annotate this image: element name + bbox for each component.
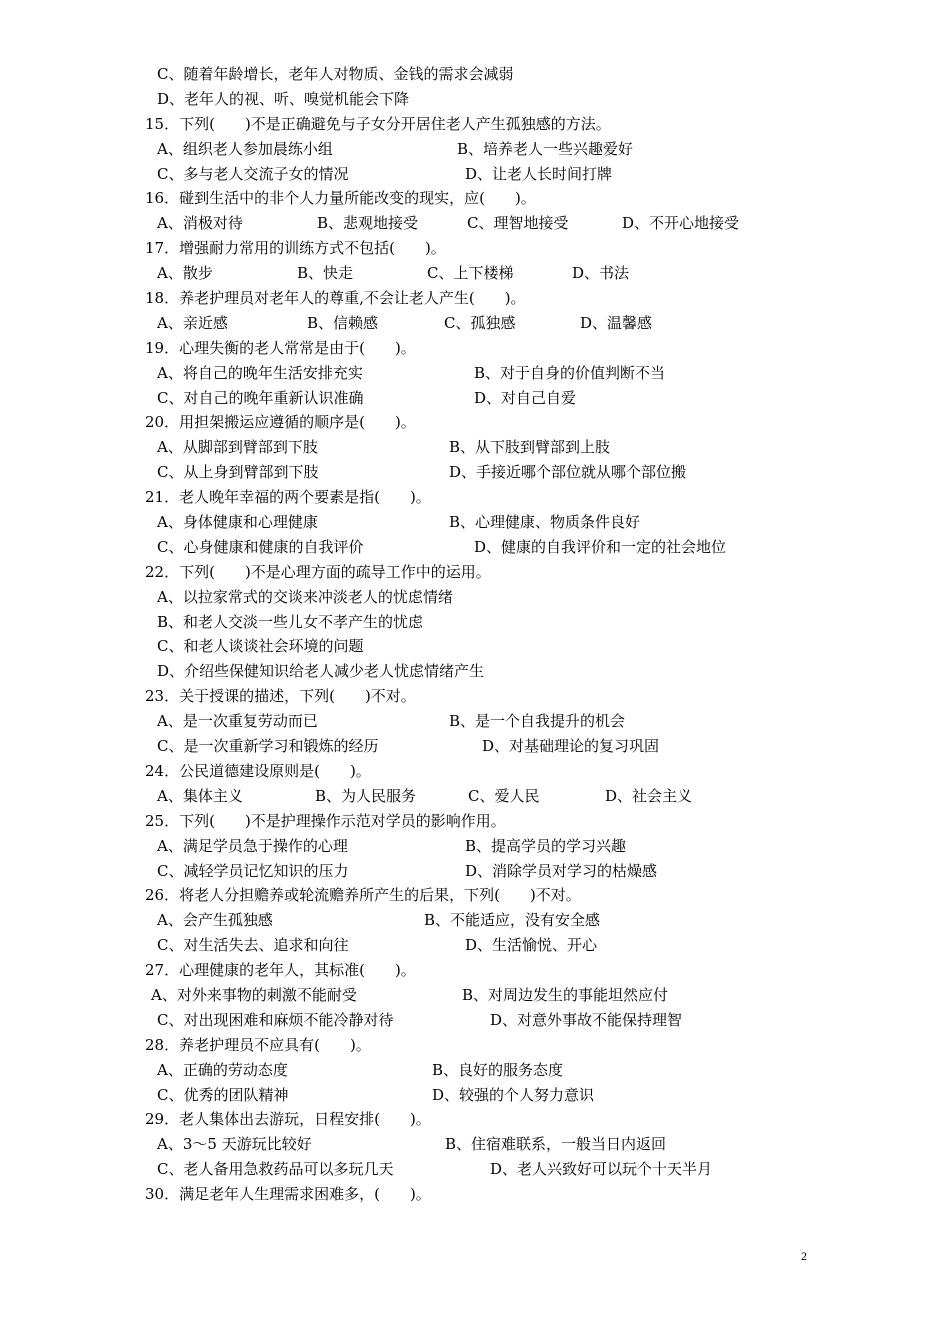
option-b: D、让老人长时间打牌 [465, 164, 613, 183]
answer-option-row [145, 211, 905, 236]
question-text: 15．下列( )不是正确避免与子女分开居住老人产生孤独感的方法。 [145, 114, 611, 133]
option-a: A、亲近感 [157, 313, 228, 332]
option-b: D、对基础理论的复习巩固 [482, 737, 660, 756]
option-a: A、对外来事物的刺激不能耐受 [151, 985, 357, 1004]
option-c: C、上下楼梯 [427, 264, 514, 283]
question-stem [145, 684, 905, 709]
option-a: A、组织老人参加晨练小组 [157, 139, 333, 158]
option-b: B、信赖感 [307, 313, 379, 332]
option-a: A、将自己的晚年生活安排充实 [157, 363, 363, 382]
question-text: 16．碰到生活中的非个人力量所能改变的现实，应( )。 [145, 189, 536, 208]
question-text: 21．老人晚年幸福的两个要素是指( )。 [145, 488, 431, 507]
answer-option-row [145, 784, 905, 809]
question-stem [145, 759, 905, 784]
question-text: 29．老人集体出去游玩，日程安排( )。 [145, 1110, 431, 1129]
option-b: D、较强的个人努力意识 [432, 1085, 595, 1104]
answer-option-row [145, 709, 905, 734]
option-d: D、社会主义 [605, 786, 693, 805]
question-text: 18．养老护理员对老年人的尊重,不会让老人产生( )。 [145, 289, 526, 308]
question-text: 20．用担架搬运应遵循的顺序是( )。 [145, 413, 416, 432]
question-text: 24．公民道德建设原则是( )。 [145, 761, 371, 780]
option-a: C、老人备用急救药品可以多玩几天 [157, 1160, 394, 1179]
answer-option-row [145, 510, 905, 535]
option-a: C、从上身到臂部到下肢 [157, 463, 319, 482]
answer-option-row [145, 859, 905, 884]
option-d: D、不开心地接受 [622, 214, 740, 233]
answer-option-row [145, 386, 905, 411]
option-b: D、消除学员对学习的枯燥感 [465, 861, 658, 880]
answer-option-row [145, 983, 905, 1008]
answer-option-row [145, 1132, 905, 1157]
answer-option-row [145, 734, 905, 759]
answer-option [145, 87, 905, 112]
option-b: D、手接近哪个部位就从哪个部位搬 [449, 463, 687, 482]
answer-option [145, 585, 905, 610]
option-b: B、培养老人一些兴趣爱好 [457, 139, 634, 158]
answer-option-row [145, 908, 905, 933]
question-text: 22．下列( )不是心理方面的疏导工作中的运用。 [145, 562, 491, 581]
option-a: A、散步 [157, 264, 213, 283]
option-a: C、对出现困难和麻烦不能冷静对待 [157, 1010, 394, 1029]
option-b: B、住宿难联系，一般当日内返回 [445, 1135, 667, 1154]
option-c: C、爱人民 [468, 786, 540, 805]
option-a: A、集体主义 [157, 786, 243, 805]
answer-option-row [145, 435, 905, 460]
question-stem [145, 336, 905, 361]
option-b: D、生活愉悦、开心 [465, 936, 598, 955]
option-b: B、良好的服务态度 [432, 1060, 564, 1079]
question-stem [145, 1182, 905, 1207]
question-text: 25．下列( )不是护理操作示范对学员的影响作用。 [145, 811, 506, 830]
option-b: D、健康的自我评价和一定的社会地位 [474, 537, 727, 556]
question-stem [145, 186, 905, 211]
question-stem [145, 485, 905, 510]
question-stem [145, 286, 905, 311]
question-stem [145, 809, 905, 834]
question-stem [145, 1107, 905, 1132]
answer-option [145, 659, 905, 684]
answer-option-row [145, 460, 905, 485]
question-text: 27．心理健康的老年人，其标准( )。 [145, 961, 416, 980]
option-d: D、温馨感 [580, 313, 653, 332]
answer-option-row [145, 1157, 905, 1182]
question-text: 17．增强耐力常用的训练方式不包括( )。 [145, 239, 446, 258]
answer-option-row [145, 834, 905, 859]
option-b: D、对意外事故不能保持理智 [490, 1010, 683, 1029]
option-a: A、会产生孤独感 [157, 911, 273, 930]
option-b: B、快走 [297, 264, 354, 283]
option-a: C、对生活失去、追求和向往 [157, 936, 349, 955]
answer-option-row [145, 1008, 905, 1033]
option-b: B、对于自身的价值判断不当 [474, 363, 666, 382]
option-a: A、消极对待 [157, 214, 243, 233]
option-text: C、和老人谈谈社会环境的问题 [157, 637, 364, 656]
answer-option-row [145, 933, 905, 958]
question-text: 19．心理失衡的老人常常是由于( )。 [145, 338, 416, 357]
option-a: A、从脚部到臂部到下肢 [157, 438, 318, 457]
option-b: D、老人兴致好可以玩个十天半月 [490, 1160, 713, 1179]
question-text: 28．养老护理员不应具有( )。 [145, 1035, 371, 1054]
option-a: C、多与老人交流子女的情况 [157, 164, 349, 183]
option-b: B、提高学员的学习兴趣 [465, 836, 627, 855]
option-text: D、老年人的视、听、嗅觉机能会下降 [157, 89, 410, 108]
option-a: C、减轻学员记忆知识的压力 [157, 861, 349, 880]
option-a: C、是一次重新学习和锻炼的经历 [157, 737, 379, 756]
question-stem [145, 112, 905, 137]
option-a: C、对自己的晚年重新认识准确 [157, 388, 364, 407]
answer-option-row [145, 261, 905, 286]
option-b: B、是一个自我提升的机会 [449, 712, 626, 731]
option-text: D、介绍些保健知识给老人减少老人忧虑情绪产生 [157, 662, 485, 681]
question-text: 23．关于授课的描述，下列( )不对。 [145, 687, 416, 706]
option-a: A、满足学员急于操作的心理 [157, 836, 348, 855]
question-stem [145, 958, 905, 983]
option-text: C、随着年龄增长，老年人对物质、金钱的需求会减弱 [157, 65, 514, 83]
option-a: C、心身健康和健康的自我评价 [157, 537, 364, 556]
page-number: 2 [801, 1249, 807, 1263]
answer-option [145, 62, 905, 87]
option-text: B、和老人交淡一些儿女不孝产生的忧虑 [157, 612, 424, 631]
option-a: A、3～5 天游玩比较好 [157, 1135, 312, 1154]
question-stem [145, 883, 905, 908]
option-d: D、书法 [572, 264, 630, 283]
question-list [145, 62, 905, 1207]
option-c: C、孤独感 [444, 313, 516, 332]
answer-option [145, 610, 905, 635]
option-b: B、悲观地接受 [317, 214, 419, 233]
option-a: A、是一次重复劳动而已 [157, 712, 318, 731]
answer-option-row [145, 137, 905, 162]
option-a: A、正确的劳动态度 [157, 1060, 288, 1079]
option-c: C、理智地接受 [467, 214, 569, 233]
option-a: A、身体健康和心理健康 [157, 513, 318, 532]
answer-option [145, 634, 905, 659]
answer-option-row [145, 162, 905, 187]
answer-option-row [145, 535, 905, 560]
question-stem [145, 560, 905, 585]
question-stem [145, 1033, 905, 1058]
option-b: B、对周边发生的事能坦然应付 [462, 985, 669, 1004]
option-text: A、以拉家常式的交谈来冲淡老人的忧虑情绪 [157, 587, 453, 606]
answer-option-row [145, 361, 905, 386]
answer-option-row [145, 1083, 905, 1108]
question-text: 30．满足老年人生理需求困难多，( )。 [145, 1185, 431, 1204]
option-b: B、不能适应，没有安全感 [424, 911, 601, 930]
option-b: B、心理健康、物质条件良好 [449, 513, 641, 532]
question-stem [145, 410, 905, 435]
answer-option-row [145, 311, 905, 336]
answer-option-row [145, 1058, 905, 1083]
option-b: B、从下肢到臂部到上肢 [449, 438, 611, 457]
option-b: B、为人民服务 [315, 786, 417, 805]
question-text: 26．将老人分担赡养或轮流赡养所产生的后果，下列( )不对。 [145, 886, 581, 905]
option-b: D、对自己自爱 [474, 388, 577, 407]
question-stem [145, 236, 905, 261]
option-a: C、优秀的团队精神 [157, 1085, 289, 1104]
